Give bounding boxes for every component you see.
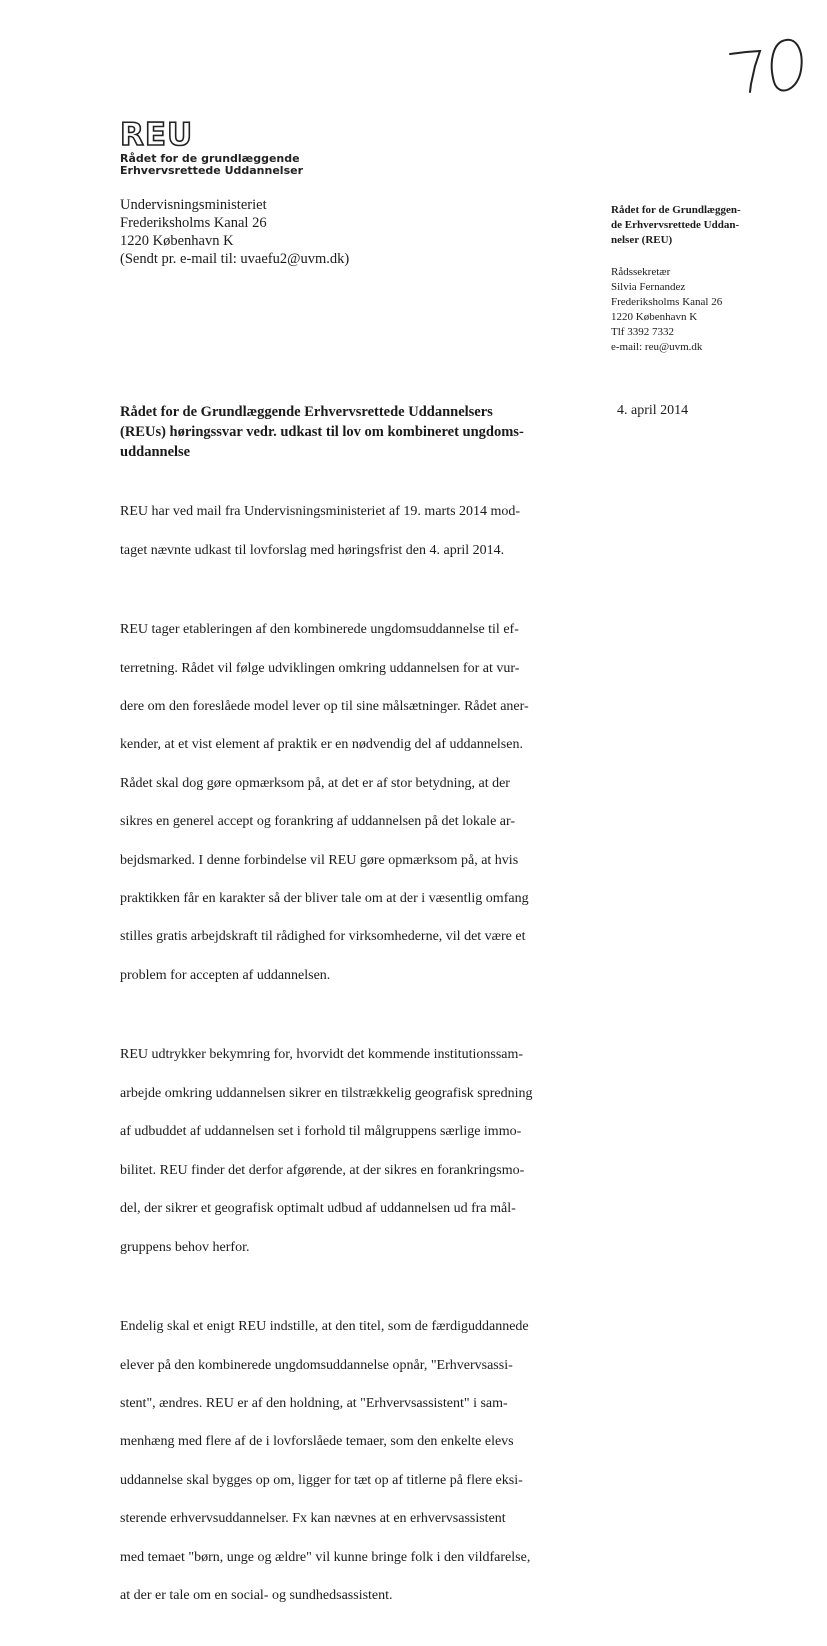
- body-line: elever på den kombinerede ungdomsuddannelse opnår, "Erhvervsassi-: [120, 1357, 513, 1373]
- body-line: del, der sikrer et geografisk optimalt udbud af uddannelsen ud fra mål-: [120, 1201, 516, 1217]
- sender-heading: [611, 203, 771, 248]
- paragraph-2: [120, 601, 565, 1004]
- letter-body: [120, 483, 565, 1646]
- sender-detail-line: 1220 København K: [611, 311, 698, 323]
- sender-detail-line: Silvia Fernandez: [611, 281, 686, 293]
- recipient-line: 1220 København K: [120, 233, 234, 249]
- sender-detail-line: Tlf 3392 7332: [611, 326, 674, 338]
- body-line: stilles gratis arbejdskraft til rådighed for virksomhederne, vil det være et: [120, 929, 526, 945]
- handwritten-70-mark: [724, 26, 814, 96]
- recipient-address: [120, 196, 349, 268]
- recipient-line: Frederiksholms Kanal 26: [120, 215, 267, 231]
- title-line: uddannelse: [120, 444, 191, 460]
- logo-subtitle: [120, 153, 303, 177]
- recipient-line: Undervisningsministeriet: [120, 197, 267, 213]
- sender-heading-line: nelser (REU): [611, 234, 673, 246]
- reu-logo: REU: [120, 117, 194, 153]
- body-line: menhæng med flere af de i lovforslåede temaer, som den enkelte elevs: [120, 1434, 514, 1450]
- body-line: arbejde omkring uddannelsen sikrer en tilstrækkelig geografisk spredning: [120, 1085, 533, 1101]
- sender-detail-line: e-mail: reu@uvm.dk: [611, 341, 703, 353]
- sender-details: [611, 265, 771, 355]
- body-line: Rådet skal dog gøre opmærksom på, at det er af stor betydning, at der: [120, 775, 510, 791]
- body-line: taget nævnte udkast til lovforslag med høringsfrist den 4. april 2014.: [120, 542, 505, 558]
- body-line: bilitet. REU finder det derfor afgørende, at der sikres en forankringsmo-: [120, 1162, 525, 1178]
- body-line: kender, at et vist element af praktik er en nødvendig del af uddannelsen.: [120, 737, 523, 753]
- body-line: terretning. Rådet vil følge udviklingen omkring uddannelsen for at vur-: [120, 660, 520, 676]
- body-line: af udbuddet af uddannelsen set i forhold til målgruppens særlige immo-: [120, 1124, 522, 1140]
- logo-subtitle-line: Erhvervsrettede Uddannelser: [120, 164, 303, 177]
- recipient-line: (Sendt pr. e-mail til: uvaefu2@uvm.dk): [120, 251, 350, 267]
- letter-title: [120, 402, 560, 462]
- body-line: Endelig skal et enigt REU indstille, at den titel, som de færdiguddannede: [120, 1319, 529, 1335]
- paragraph-3: [120, 1026, 565, 1276]
- letter-date: 4. april 2014: [617, 403, 689, 418]
- body-line: stent", ændres. REU er af den holdning, at "Erhvervsassistent" i sam-: [120, 1395, 508, 1411]
- sender-block: [611, 203, 771, 355]
- body-line: REU udtrykker bekymring for, hvorvidt det kommende institutionssam-: [120, 1047, 524, 1063]
- paragraph-4: [120, 1298, 565, 1624]
- body-line: dere om den foreslåede model lever op til sine målsætninger. Rådet aner-: [120, 699, 529, 715]
- sender-heading-line: de Erhvervsrettede Uddan-: [611, 219, 740, 231]
- body-line: sterende erhvervsuddannelser. Fx kan nævnes at en erhvervsassistent: [120, 1511, 506, 1527]
- sender-detail-line: Frederiksholms Kanal 26: [611, 296, 723, 308]
- title-line: (REUs) høringssvar vedr. udkast til lov om kombineret ungdoms-: [120, 424, 524, 440]
- body-line: gruppens behov herfor.: [120, 1239, 250, 1255]
- body-line: REU har ved mail fra Undervisningsministeriet af 19. marts 2014 mod-: [120, 504, 521, 520]
- title-line: Rådet for de Grundlæggende Erhvervsrettede Uddannelsers: [120, 404, 493, 420]
- body-line: sikres en generel accept og forankring af uddannelsen på det lokale ar-: [120, 814, 516, 830]
- sender-detail-line: Rådssekretær: [611, 266, 671, 278]
- sender-heading-line: Rådet for de Grundlæggen-: [611, 204, 741, 216]
- logo-subtitle-line: Rådet for de grundlæggende: [120, 152, 300, 165]
- body-line: bejdsmarked. I denne forbindelse vil REU gøre opmærksom på, at hvis: [120, 852, 519, 868]
- body-line: REU tager etableringen af den kombinerede ungdomsuddannelse til ef-: [120, 622, 519, 638]
- body-line: praktikken får en karakter så der bliver tale om at der i væsentlig omfang: [120, 891, 529, 907]
- body-line: uddannelse skal bygges op om, ligger for tæt op af titlerne på flere eksi-: [120, 1472, 523, 1488]
- body-line: med temaet "børn, unge og ældre" vil kunne bringe folk i den vildfarelse,: [120, 1549, 531, 1565]
- handwritten-page-number: [724, 26, 814, 96]
- paragraph-1: [120, 483, 565, 579]
- body-line: at der er tale om en social- og sundhedsassistent.: [120, 1587, 393, 1603]
- body-line: problem for accepten af uddannelsen.: [120, 967, 331, 983]
